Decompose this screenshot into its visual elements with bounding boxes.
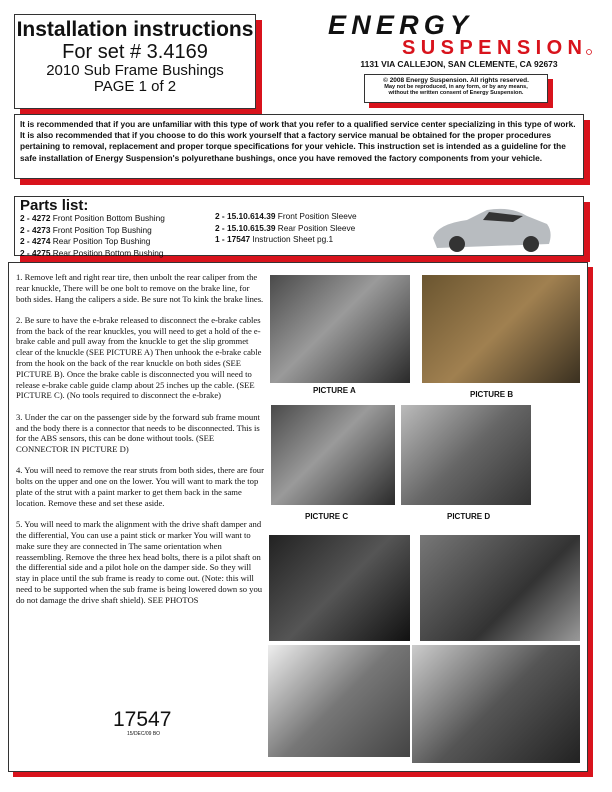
caption-picture-a: PICTURE A <box>313 386 356 395</box>
page-indicator: PAGE 1 of 2 <box>93 78 177 95</box>
part-item: 2 - 15.10.615.39 Rear Position Sleeve <box>215 222 356 233</box>
step-5: 5. You will need to mark the alignment with the drive shaft damper and the differential, You can use a paint stick or marker You will want to make sure they are connected in The same orientation when reassembling. Remove the three hex head bolts, there is a pilot shaft on the differential side and a pilot hole on the damper side. So they will stay in place until the sub frame is ready to come out. (Note: this will need to be supported when the sub frame is being lowered down so you do not damage the drive shaft shield). SEE PHOTOS <box>16 519 263 605</box>
picture-a <box>270 275 410 383</box>
copyright-box <box>364 74 548 103</box>
logo-energy: ENERGY <box>328 12 468 40</box>
parts-heading: Parts list: <box>20 197 89 214</box>
title-box <box>14 14 256 109</box>
product-name: 2010 Sub Frame Bushings <box>46 62 224 79</box>
set-number: For set # 3.4169 <box>62 41 208 63</box>
picture-b <box>422 275 580 383</box>
copyright-note-2: without the written consent of Energy Suspension. <box>388 90 524 96</box>
part-item: 2 - 4272 Front Position Bottom Bushing <box>20 213 165 223</box>
picture-c <box>271 405 395 505</box>
instruction-steps <box>16 272 264 616</box>
part-item: 2 - 4275 Rear Position Bottom Bushing <box>20 247 164 258</box>
photo-drive-shaft <box>268 645 410 757</box>
copyright: © 2008 Energy Suspension. All rights reserved. <box>383 77 529 84</box>
step-2: 2. Be sure to have the e-brake released to disconnect the e-brake cables from the back of the rear knuckles, you will need to get a hold of the e-brake cable and pull away from the knuckle to get the slip grommet clear of the knuckle (SEE PICTURE A) Then unhook the e-brake cable from the hook on the back of the rear knuckle on both sides (SEE PICTURE B). Once the brake cable is disconnected you will need to release e-brake cable guide clamp about 25 inches up the cable. (SEE PICTURE C). (No tools required to disconnect the e-brake) <box>16 314 262 401</box>
step-1: 1. Remove left and right rear tire, then unbolt the rear caliper from the rear knuckle, There will be one bolt to remove on the brake line, for both sides. Hang the calipers a side. Be sure not To kink the brake lines. <box>16 272 264 304</box>
picture-d <box>401 405 531 505</box>
photo-strut <box>269 535 410 641</box>
parts-column-1 <box>20 213 165 259</box>
parts-list <box>14 196 584 256</box>
part-item: 2 - 15.10.614.39 Front Position Sleeve <box>215 211 357 221</box>
warning-notice: It is recommended that if you are unfamiliar with this type of work that you refer to a qualified service center specializing in this type of work. It is also recommended that if you choose to do this work yourself that a factory service manual be obtained for the proper procedures pertaining to removal, replacement and proper torque specifications for your vehicle. This instruction set is intended as a guideline for the safe installation of Energy Suspension's polyurethane bushings, once you have removed the factory components from your vehicle. <box>14 114 584 179</box>
logo-suspension: SUSPENSION <box>402 37 582 58</box>
parts-column-2 <box>215 211 357 246</box>
part-item: 1 - 17547 Instruction Sheet pg.1 <box>215 234 334 244</box>
caption-picture-c: PICTURE C <box>305 512 349 521</box>
document-number: 17547 <box>113 708 172 731</box>
step-4: 4. You will need to remove the rear struts from both sides, there are four bolts on the upper and one on the lower. You will want to mark the top plate of the strut with a paint marker to get them back in the same location. Remove these and set these aside. <box>16 465 264 508</box>
step-3: 3. Under the car on the passenger side by the forward sub frame mount and the body there is a connector that needs to be disconnected. This is for the ABS sensors, this can be done without tools. (SEE CONNECTOR IN PICTURE D) <box>16 411 260 455</box>
company-address: 1131 VIA CALLEJON, SAN CLEMENTE, CA 92673 <box>360 59 558 69</box>
doc-title: Installation instructions <box>16 18 254 41</box>
photo-differential <box>412 645 580 763</box>
part-item: 2 - 4273 Front Position Top Bushing <box>20 224 152 235</box>
energy-suspension-logo <box>324 12 596 58</box>
part-item: 2 - 4274 Rear Position Top Bushing <box>20 236 151 246</box>
photo-subframe-mount <box>420 535 580 641</box>
date-code: 15/DEC/09 BO <box>127 731 161 737</box>
caption-picture-d: PICTURE D <box>447 512 491 521</box>
copyright-note-1: May not be reproduced, in any form, or by any means, <box>384 84 528 90</box>
car-photo <box>427 202 555 254</box>
caption-picture-b: PICTURE B <box>470 390 514 399</box>
